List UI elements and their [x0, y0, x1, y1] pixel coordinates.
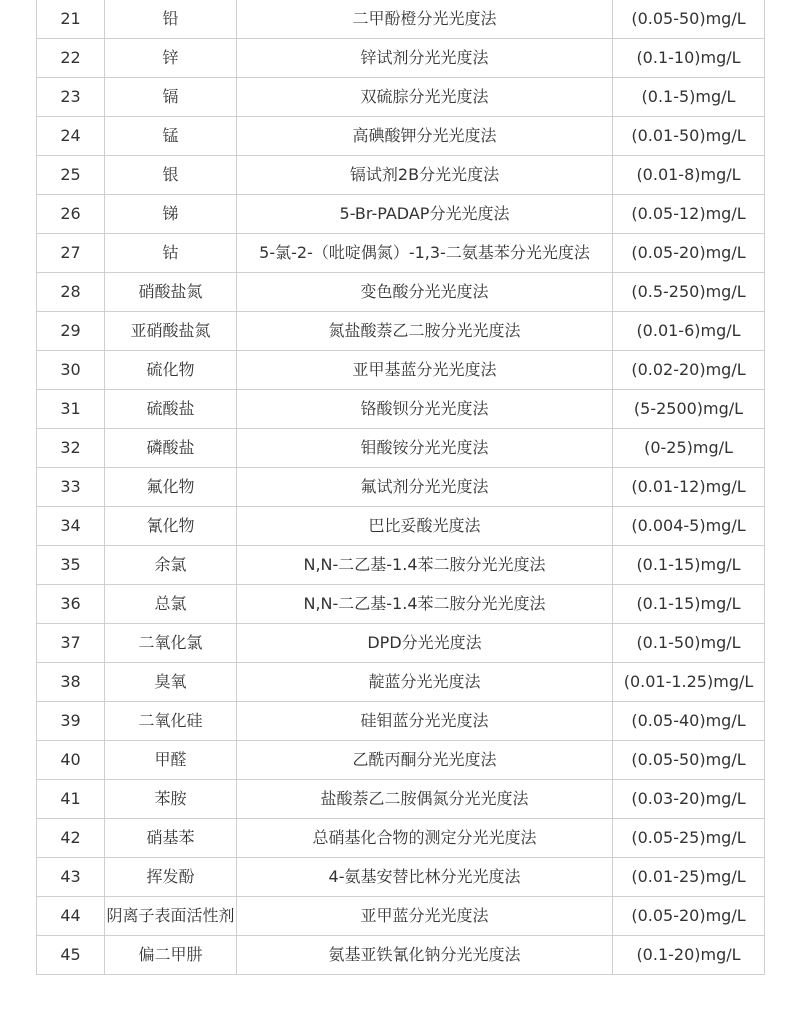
test-item-cell: 氟化物	[105, 468, 237, 507]
range-cell: (0.5-250)mg/L	[613, 273, 765, 312]
method-cell: N,N-二乙基-1.4苯二胺分光光度法	[237, 546, 613, 585]
range-cell: (0.05-20)mg/L	[613, 234, 765, 273]
table-row	[37, 858, 765, 897]
table-row	[37, 156, 765, 195]
method-cell: 氮盐酸萘乙二胺分光光度法	[237, 312, 613, 351]
row-number-cell: 31	[37, 390, 105, 429]
test-item-cell: 镉	[105, 78, 237, 117]
table-row	[37, 0, 765, 39]
row-number-cell: 23	[37, 78, 105, 117]
method-cell: 变色酸分光光度法	[237, 273, 613, 312]
method-cell: 钼酸铵分光光度法	[237, 429, 613, 468]
table-row	[37, 819, 765, 858]
table-row	[37, 741, 765, 780]
range-cell: (0.01-6)mg/L	[613, 312, 765, 351]
test-item-cell: 硝酸盐氮	[105, 273, 237, 312]
range-cell: (0.01-12)mg/L	[613, 468, 765, 507]
parameter-table-container	[36, 0, 765, 975]
method-cell: 亚甲基蓝分光光度法	[237, 351, 613, 390]
table-row	[37, 780, 765, 819]
table-row	[37, 546, 765, 585]
row-number-cell: 36	[37, 585, 105, 624]
method-cell: 锌试剂分光光度法	[237, 39, 613, 78]
row-number-cell: 27	[37, 234, 105, 273]
test-item-cell: 硫化物	[105, 351, 237, 390]
row-number-cell: 25	[37, 156, 105, 195]
range-cell: (0.01-1.25)mg/L	[613, 663, 765, 702]
method-cell: 5-氯-2-（吡啶偶氮）-1,3-二氨基苯分光光度法	[237, 234, 613, 273]
range-cell: (0.1-10)mg/L	[613, 39, 765, 78]
range-cell: (0.01-50)mg/L	[613, 117, 765, 156]
method-cell: 硅钼蓝分光光度法	[237, 702, 613, 741]
test-item-cell: 铅	[105, 0, 237, 39]
table-row	[37, 897, 765, 936]
range-cell: (0.1-15)mg/L	[613, 546, 765, 585]
table-row	[37, 702, 765, 741]
row-number-cell: 43	[37, 858, 105, 897]
test-item-cell: 锌	[105, 39, 237, 78]
range-cell: (0.05-25)mg/L	[613, 819, 765, 858]
row-number-cell: 37	[37, 624, 105, 663]
range-cell: (0.05-50)mg/L	[613, 741, 765, 780]
range-cell: (0.01-25)mg/L	[613, 858, 765, 897]
test-item-cell: 偏二甲肼	[105, 936, 237, 975]
parameter-table	[36, 0, 765, 975]
method-cell: 巴比妥酸光度法	[237, 507, 613, 546]
test-item-cell: 臭氧	[105, 663, 237, 702]
row-number-cell: 33	[37, 468, 105, 507]
method-cell: 5-Br-PADAP分光光度法	[237, 195, 613, 234]
method-cell: 二甲酚橙分光光度法	[237, 0, 613, 39]
row-number-cell: 28	[37, 273, 105, 312]
row-number-cell: 44	[37, 897, 105, 936]
test-item-cell: 银	[105, 156, 237, 195]
row-number-cell: 45	[37, 936, 105, 975]
table-row	[37, 468, 765, 507]
range-cell: (0-25)mg/L	[613, 429, 765, 468]
method-cell: 铬酸钡分光光度法	[237, 390, 613, 429]
range-cell: (0.03-20)mg/L	[613, 780, 765, 819]
test-item-cell: 钴	[105, 234, 237, 273]
method-cell: 靛蓝分光光度法	[237, 663, 613, 702]
table-row	[37, 351, 765, 390]
row-number-cell: 21	[37, 0, 105, 39]
test-item-cell: 锰	[105, 117, 237, 156]
row-number-cell: 35	[37, 546, 105, 585]
row-number-cell: 30	[37, 351, 105, 390]
row-number-cell: 24	[37, 117, 105, 156]
range-cell: (0.1-15)mg/L	[613, 585, 765, 624]
table-row	[37, 624, 765, 663]
range-cell: (0.1-5)mg/L	[613, 78, 765, 117]
range-cell: (0.004-5)mg/L	[613, 507, 765, 546]
test-item-cell: 锑	[105, 195, 237, 234]
range-cell: (0.1-20)mg/L	[613, 936, 765, 975]
test-item-cell: 甲醛	[105, 741, 237, 780]
method-cell: 总硝基化合物的测定分光光度法	[237, 819, 613, 858]
method-cell: 亚甲蓝分光光度法	[237, 897, 613, 936]
row-number-cell: 40	[37, 741, 105, 780]
table-row	[37, 78, 765, 117]
test-item-cell: 挥发酚	[105, 858, 237, 897]
range-cell: (0.05-20)mg/L	[613, 897, 765, 936]
method-cell: 双硫腙分光光度法	[237, 78, 613, 117]
method-cell: DPD分光光度法	[237, 624, 613, 663]
method-cell: 乙酰丙酮分光光度法	[237, 741, 613, 780]
table-row	[37, 234, 765, 273]
table-row	[37, 39, 765, 78]
test-item-cell: 氰化物	[105, 507, 237, 546]
range-cell: (0.05-40)mg/L	[613, 702, 765, 741]
method-cell: 4-氨基安替比林分光光度法	[237, 858, 613, 897]
table-row	[37, 936, 765, 975]
row-number-cell: 41	[37, 780, 105, 819]
row-number-cell: 39	[37, 702, 105, 741]
table-row	[37, 273, 765, 312]
test-item-cell: 二氧化硅	[105, 702, 237, 741]
table-row	[37, 195, 765, 234]
row-number-cell: 32	[37, 429, 105, 468]
test-item-cell: 总氯	[105, 585, 237, 624]
row-number-cell: 34	[37, 507, 105, 546]
table-row	[37, 663, 765, 702]
range-cell: (0.1-50)mg/L	[613, 624, 765, 663]
test-item-cell: 亚硝酸盐氮	[105, 312, 237, 351]
table-row	[37, 312, 765, 351]
test-item-cell: 二氧化氯	[105, 624, 237, 663]
method-cell: 盐酸萘乙二胺偶氮分光光度法	[237, 780, 613, 819]
table-row	[37, 585, 765, 624]
range-cell: (5-2500)mg/L	[613, 390, 765, 429]
test-item-cell: 阴离子表面活性剂	[105, 897, 237, 936]
table-row	[37, 429, 765, 468]
table-row	[37, 507, 765, 546]
row-number-cell: 26	[37, 195, 105, 234]
test-item-cell: 硝基苯	[105, 819, 237, 858]
range-cell: (0.01-8)mg/L	[613, 156, 765, 195]
range-cell: (0.02-20)mg/L	[613, 351, 765, 390]
method-cell: 高碘酸钾分光光度法	[237, 117, 613, 156]
range-cell: (0.05-50)mg/L	[613, 0, 765, 39]
test-item-cell: 磷酸盐	[105, 429, 237, 468]
table-row	[37, 117, 765, 156]
row-number-cell: 22	[37, 39, 105, 78]
method-cell: 氟试剂分光光度法	[237, 468, 613, 507]
method-cell: 镉试剂2B分光光度法	[237, 156, 613, 195]
range-cell: (0.05-12)mg/L	[613, 195, 765, 234]
table-row	[37, 390, 765, 429]
row-number-cell: 29	[37, 312, 105, 351]
test-item-cell: 硫酸盐	[105, 390, 237, 429]
method-cell: N,N-二乙基-1.4苯二胺分光光度法	[237, 585, 613, 624]
test-item-cell: 苯胺	[105, 780, 237, 819]
row-number-cell: 42	[37, 819, 105, 858]
row-number-cell: 38	[37, 663, 105, 702]
method-cell: 氨基亚铁氰化钠分光光度法	[237, 936, 613, 975]
test-item-cell: 余氯	[105, 546, 237, 585]
table-body	[37, 0, 765, 975]
